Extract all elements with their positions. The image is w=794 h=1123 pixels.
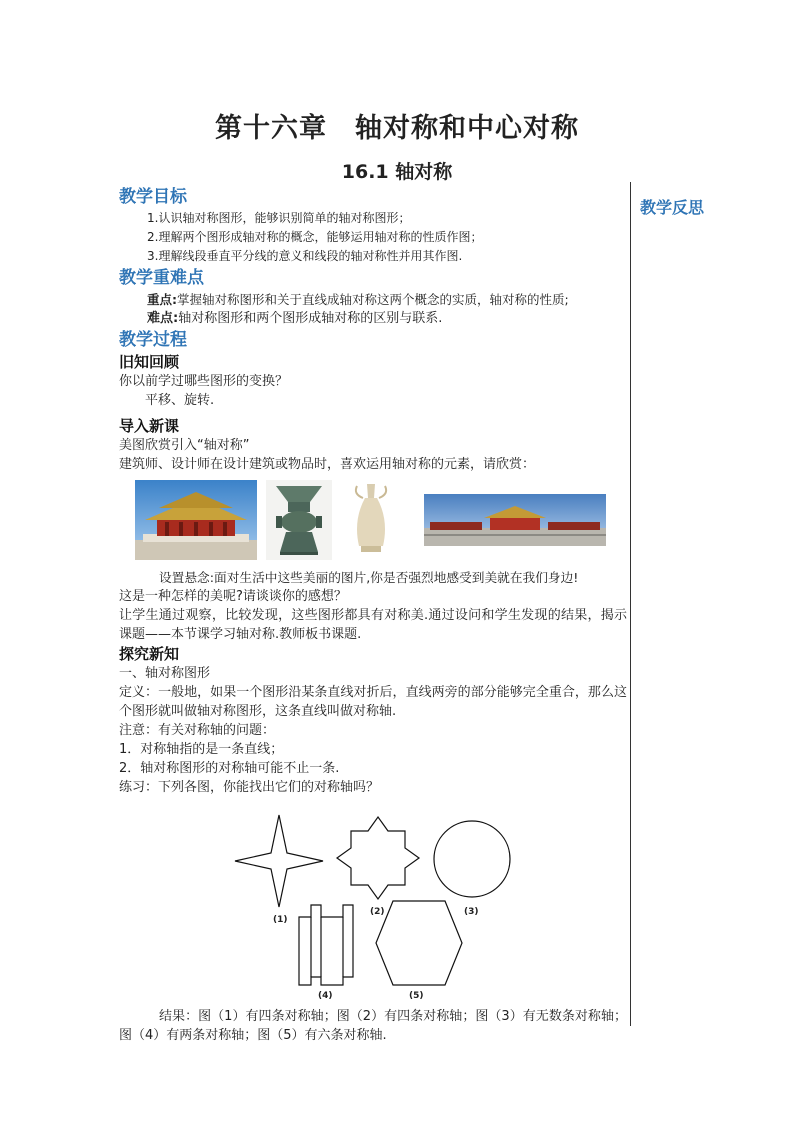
figure-label-5: (5) xyxy=(409,991,424,1001)
key-points-heading: 教学重难点 xyxy=(119,268,204,288)
four-point-star-figure xyxy=(235,815,323,907)
difficulty-label: 难点: xyxy=(147,311,179,326)
section-title: 16.1 轴对称 xyxy=(341,161,453,183)
figure-label-2: (2) xyxy=(370,907,385,917)
intro-heading: 导入新课 xyxy=(119,417,180,435)
objectives-heading: 教学目标 xyxy=(119,187,187,207)
figure-label-3: (3) xyxy=(464,907,479,917)
process-heading: 教学过程 xyxy=(119,330,187,350)
note-item: 2．轴对称图形的对称轴可能不止一条. xyxy=(119,761,340,776)
intro-line: 建筑师、设计师在设计建筑或物品时，喜欢运用轴对称的元素，请欣赏： xyxy=(119,457,536,472)
suspense-question: 这是一种怎样的美呢?请谈谈你的感想？ xyxy=(119,589,347,604)
key-text: 掌握轴对称图形和关于直线成轴对称这两个概念的实质，轴对称的性质; xyxy=(177,292,569,307)
difficulty-text: 轴对称图形和两个图形成轴对称的区别与联系. xyxy=(178,311,443,326)
intro-line: 美图欣赏引入“轴对称” xyxy=(119,438,250,453)
review-answer: 平移、旋转. xyxy=(145,393,215,408)
lesson-content xyxy=(119,185,627,1045)
exercise-text: 练习：下列各图，你能找出它们的对称轴吗？ xyxy=(119,780,380,795)
exercise-figures xyxy=(119,803,627,1007)
objective-item: 1.认识轴对称图形，能够识别简单的轴对称图形； xyxy=(147,211,411,225)
reflection-heading: 教学反思 xyxy=(640,198,705,217)
double-bar-figure xyxy=(299,905,353,985)
key-point-line xyxy=(119,290,627,309)
explore-heading: 探究新知 xyxy=(119,645,180,663)
result-text: 结果：图（1）有四条对称轴；图（2）有四条对称轴；图（3）有无数条对称轴；图（4）有两条对称轴；图（5）有六条对称轴. xyxy=(119,1009,627,1043)
figure-label-1: (1) xyxy=(273,915,288,925)
page-title: 第十六章 轴对称和中心对称 xyxy=(215,113,579,144)
circle-figure xyxy=(434,821,510,897)
figure-label-4: (4) xyxy=(318,991,333,1001)
key-label: 重点: xyxy=(147,292,177,307)
hexagon-figure xyxy=(376,901,462,985)
photo-strip xyxy=(119,480,627,564)
review-question: 你以前学过哪些图形的变换？ xyxy=(119,374,289,389)
palace-photo xyxy=(135,480,257,560)
subsection-title: 一、轴对称图形 xyxy=(119,666,211,681)
eight-point-star-figure xyxy=(337,817,419,899)
note-item: 1．对称轴指的是一条直线； xyxy=(119,742,284,757)
column-divider xyxy=(630,182,631,1026)
bronze-vessel-photo xyxy=(266,480,332,560)
definition-text: 定义：一般地，如果一个图形沿某条直线对折后，直线两旁的部分能够完全重合，那么这个图形就叫做轴对称图形，这条直线叫做对称轴. xyxy=(119,685,627,719)
difficulty-line xyxy=(119,309,627,328)
review-heading: 旧知回顾 xyxy=(119,353,180,371)
note-text: 注意：有关对称轴的问题： xyxy=(119,723,276,738)
vase-photo xyxy=(341,480,401,560)
objective-item: 3.理解线段垂直平分线的意义和线段的轴对称性并用其作图. xyxy=(147,249,463,263)
objective-item: 2.理解两个图形成轴对称的概念，能够运用轴对称的性质作图； xyxy=(147,230,483,244)
suspense-text: 设置悬念:面对生活中这些美丽的图片,你是否强烈地感受到美就在我们身边! xyxy=(159,570,579,585)
observe-text: 让学生通过观察，比较发现，这些图形都具有对称美.通过设问和学生发现的结果，揭示课题——本节课学习轴对称.教师板书课题. xyxy=(119,608,627,642)
square-panorama-photo xyxy=(424,494,606,546)
